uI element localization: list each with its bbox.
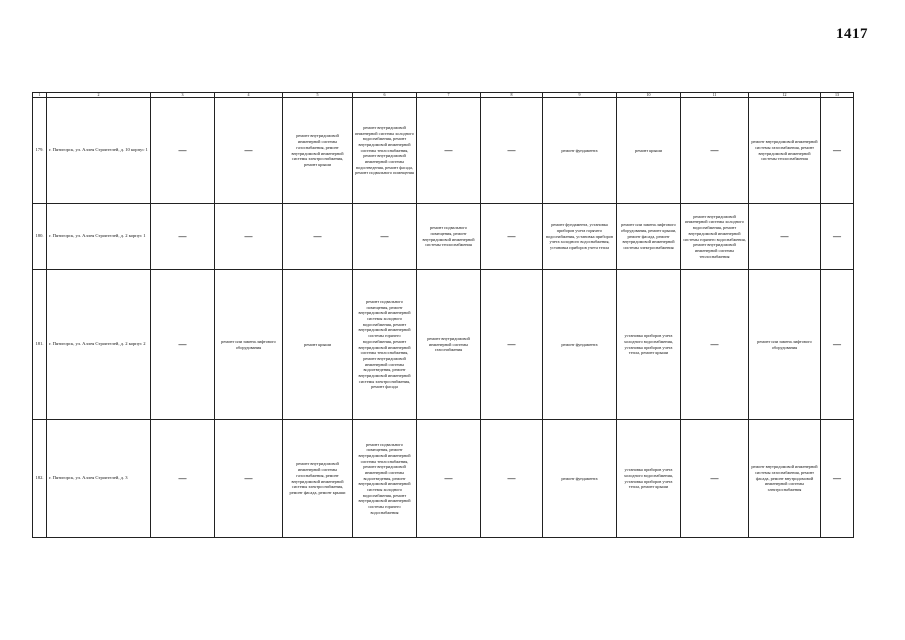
dash-mark: — [710, 473, 719, 483]
table-cell [151, 98, 215, 204]
table-cell: ремонт внутридомовой инженерной системы газоснабжения [417, 270, 481, 420]
dash-mark: — [244, 231, 253, 241]
table-row [33, 204, 854, 270]
table-cell [821, 270, 854, 420]
table-row [33, 98, 854, 204]
column-header: 5 [283, 93, 353, 98]
table-cell [283, 204, 353, 270]
table-cell: ремонт или замена лифтового оборудования [749, 270, 821, 420]
table-cell: ремонт подвального помещения, ремонт внутридомовой инженерной системы теплоснабжения, ремонт внутридомовой инженерной системы водоотведения, ремонт внутридомовой инженерной системы холодного водоснабжения, ремонт внутридомовой инженерной системы горячего водоснабжения [353, 420, 417, 538]
table-cell [151, 420, 215, 538]
dash-mark: — [178, 339, 187, 349]
table-cell: ремонт крыши [617, 98, 681, 204]
table-cell: ремонт внутридомовой инженерной системы газоснабжения, ремонт фасада, ремонт внутридомовой инженерной системы электроснабжения [749, 420, 821, 538]
table-cell [681, 420, 749, 538]
dash-mark: — [313, 231, 322, 241]
table-cell [481, 420, 543, 538]
table-cell [681, 98, 749, 204]
dash-mark: — [833, 473, 841, 483]
table-cell: ремонт или замена лифтового оборудования [215, 270, 283, 420]
column-header: 3 [151, 93, 215, 98]
dash-mark: — [380, 231, 389, 241]
dash-mark: — [833, 145, 841, 155]
table-cell: ремонт фундамента [543, 420, 617, 538]
row-number: 179. [33, 98, 47, 204]
table-cell: ремонт внутридомовой инженерной системы газоснабжения, ремонт внутридомовой инженерной системы теплоснабжения [749, 98, 821, 204]
table-cell [417, 98, 481, 204]
dash-mark: — [444, 473, 453, 483]
table-cell: установка приборов учета холодного водоснабжения, установка приборов учета тепла, ремонт крыши [617, 270, 681, 420]
table-cell: ремонт фундамента [543, 270, 617, 420]
row-number: 181. [33, 270, 47, 420]
table-cell [821, 98, 854, 204]
column-header: 8 [481, 93, 543, 98]
table-row [33, 420, 854, 538]
column-header: 6 [353, 93, 417, 98]
column-header: 12 [749, 93, 821, 98]
table-cell [353, 204, 417, 270]
column-header: 4 [215, 93, 283, 98]
table-cell [215, 420, 283, 538]
repair-schedule-table [32, 92, 854, 538]
dash-mark: — [780, 231, 789, 241]
column-header: 7 [417, 93, 481, 98]
page-number: 1417 [836, 26, 868, 42]
dash-mark: — [833, 231, 841, 241]
address-cell: г. Пятигорск, ул. Аллея Строителей, д. 2 корпус 1 [47, 204, 151, 270]
table-cell [481, 204, 543, 270]
table-cell: ремонт крыши [283, 270, 353, 420]
table-cell: ремонт фундамента, установка приборов учета горячего водоснабжения, установка приборов учета холодного водоснабжения, установка приборов учета тепла [543, 204, 617, 270]
table-cell: ремонт или замена лифтового оборудования, ремонт крыши, ремонт фасада, ремонт внутридомовой инженерной системы электроснабжения [617, 204, 681, 270]
table-cell: ремонт подвального помещения, ремонт внутридомовой инженерной системы теплоснабжения [417, 204, 481, 270]
table-cell [821, 420, 854, 538]
dash-mark: — [244, 145, 253, 155]
column-header: 10 [617, 93, 681, 98]
address-cell: г. Пятигорск, ул. Аллея Строителей, д. 2 корпус 2 [47, 270, 151, 420]
dash-mark: — [178, 145, 187, 155]
table-cell: ремонт внутридомовой инженерной системы холодного водоснабжения, ремонт внутридомовой инженерной системы теплоснабжения, ремонт внутридомовой инженерной системы водоотведения, ремонт фасада, ремонт подвального помещения [353, 98, 417, 204]
column-header: 11 [681, 93, 749, 98]
table-cell [151, 270, 215, 420]
table-cell [749, 204, 821, 270]
dash-mark: — [178, 231, 187, 241]
dash-mark: — [507, 145, 516, 155]
table-cell [481, 270, 543, 420]
dash-mark: — [444, 145, 453, 155]
address-cell: г. Пятигорск, ул. Аллея Строителей, д. 10 корпус 1 [47, 98, 151, 204]
address-cell: г. Пятигорск, ул. Аллея Строителей, д. 3 [47, 420, 151, 538]
table-cell: ремонт фундамента [543, 98, 617, 204]
dash-mark: — [507, 231, 516, 241]
table-cell [481, 98, 543, 204]
column-header: 1 [33, 93, 47, 98]
dash-mark: — [178, 473, 187, 483]
dash-mark: — [244, 473, 253, 483]
table-cell [821, 204, 854, 270]
dash-mark: — [710, 339, 719, 349]
table-cell: ремонт подвального помещения, ремонт внутридомовой инженерной системы холодного водоснабжения, ремонт внутридомовой инженерной системы горячего водоснабжения, ремонт внутридомовой инженерной системы теплоснабжения, ремонт внутридомовой инженерной системы водоотведения, ремонт внутридомовой инженерной системы электроснабжения, ремонт фасада [353, 270, 417, 420]
table-cell [215, 98, 283, 204]
dash-mark: — [507, 473, 516, 483]
table-cell [215, 204, 283, 270]
column-header: 13 [821, 93, 854, 98]
table-cell [681, 270, 749, 420]
row-number: 180. [33, 204, 47, 270]
row-number: 182. [33, 420, 47, 538]
table-cell: ремонт внутридомовой инженерной системы газоснабжения, ремонт внутридомовой инженерной системы электроснабжения, ремонт крыши [283, 98, 353, 204]
table-row [33, 270, 854, 420]
column-header: 2 [47, 93, 151, 98]
table-cell: ремонт внутридомовой инженерной системы холодного водоснабжения, ремонт внутридомовой инженерной системы горячего водоснабжения, ремонт внутридомовой инженерной системы теплоснабжения [681, 204, 749, 270]
table-cell: установка приборов учета холодного водоснабжения, установка приборов учета тепла, ремонт крыши [617, 420, 681, 538]
column-header: 9 [543, 93, 617, 98]
dash-mark: — [507, 339, 516, 349]
dash-mark: — [710, 145, 719, 155]
dash-mark: — [833, 339, 841, 349]
table-cell [417, 420, 481, 538]
table-cell [151, 204, 215, 270]
table-cell: ремонт внутридомовой инженерной системы газоснабжения, ремонт внутридомовой инженерной системы электроснабжения, ремонт фасада, ремонт крыши [283, 420, 353, 538]
